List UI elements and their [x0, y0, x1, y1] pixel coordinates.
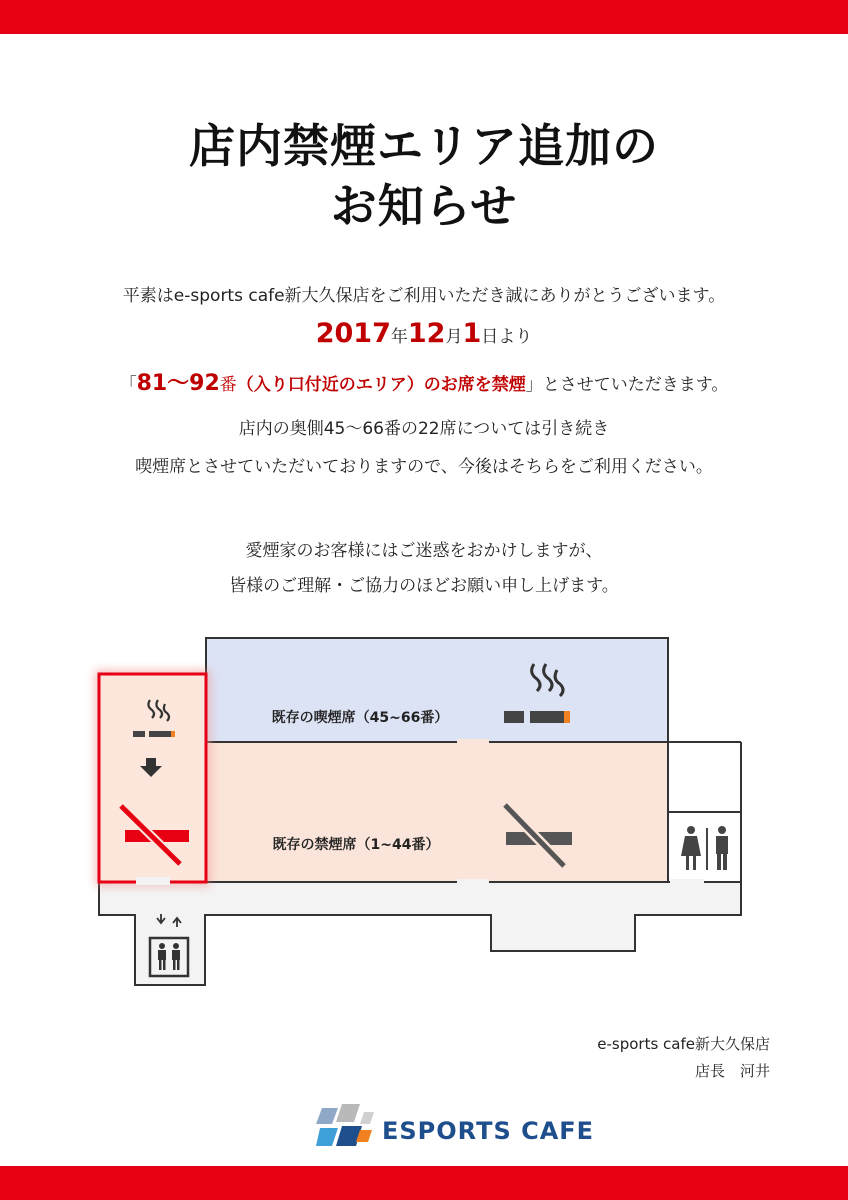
store-name: e-sports cafe新大久保店: [597, 1035, 770, 1053]
smoking-text-2: 喫煙席とさせていただいておりますので、今後はそちらをご利用ください。: [135, 457, 713, 477]
apology-text-2: 皆様のご理解・ご協力のほどお願い申し上げます。: [229, 576, 619, 596]
nonsmoking-area-label: 既存の禁煙席（1~44番）: [272, 837, 440, 853]
manager-name: 店長 河井: [694, 1062, 770, 1080]
smoking-text-1: 店内の奥側45〜66番の22席については引き続き: [238, 419, 610, 439]
apology-text-1: 愛煙家のお客様にはご迷惑をおかけしますが、: [245, 541, 603, 561]
intro-text: 平素はe-sports cafe新大久保店をご利用いただき誠にありがとうございます。: [122, 286, 726, 306]
date-month: 12: [407, 318, 446, 349]
seat-range: 81〜92: [136, 371, 220, 396]
smoking-area: [206, 638, 668, 742]
esports-cafe-logo-text: ESPORTS CAFE: [382, 1117, 595, 1145]
date-day: 1: [462, 318, 482, 349]
nonsmoking-area: （入り口付近のエリア）のお席を禁煙: [236, 375, 526, 395]
page-title-line2: お知らせ: [330, 179, 518, 233]
new-nonsmoking-zone: [99, 674, 206, 882]
bottom-red-bar: [0, 1166, 848, 1200]
corridor-area: [99, 882, 741, 985]
smoking-area-label: 既存の喫煙席（45~66番）: [271, 710, 449, 726]
restroom-area: [668, 812, 741, 882]
effective-date: 2017年12月1日より: [315, 318, 533, 349]
notice-text: 「81〜92番（入り口付近のエリア）のお席を禁煙」とさせていただきます。: [119, 371, 729, 396]
esports-cafe-logo-icon: [316, 1102, 376, 1158]
date-year: 2017: [315, 318, 391, 349]
page-title-line1: 店内禁煙エリア追加の: [189, 119, 659, 173]
